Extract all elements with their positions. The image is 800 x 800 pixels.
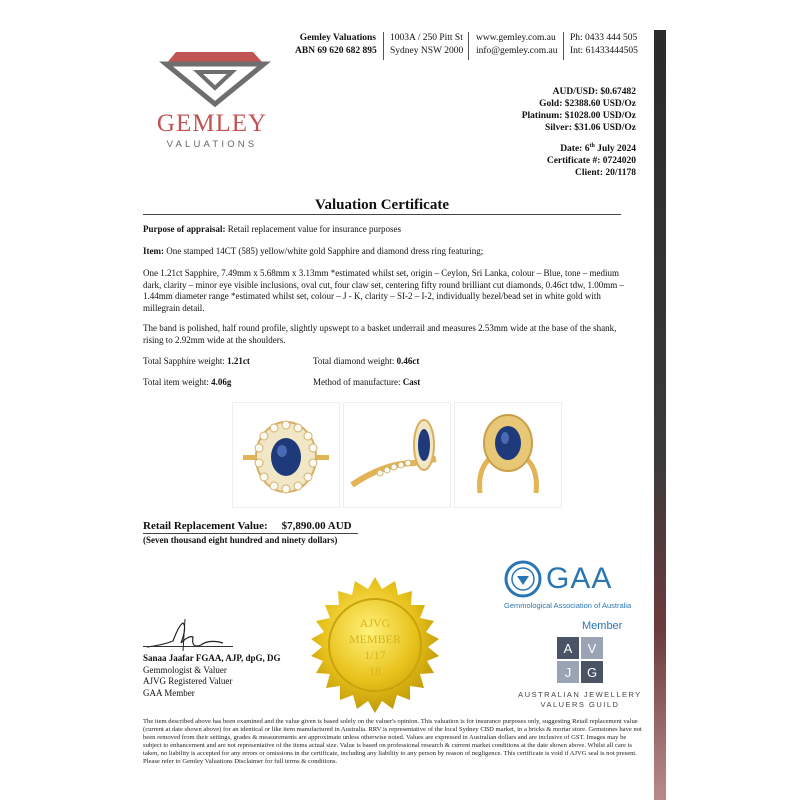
ring-back-photo (454, 402, 562, 508)
signatory-role: Gemmologist & Valuer (143, 664, 227, 675)
ajvg-name: AUSTRALIAN JEWELLERY VALUERS GUILD (518, 690, 642, 709)
member-label: Member (582, 620, 623, 632)
seal-text: AJVG (359, 616, 391, 630)
ajvg-letter: A (563, 641, 573, 656)
date: Date: 6th July 2024 (560, 143, 636, 155)
retail-replacement-value: Retail Replacement Value: $7,890.00 AUD (143, 520, 352, 532)
aud-usd-rate: AUD/USD: $0.67482 (552, 87, 636, 97)
phone-block (570, 32, 638, 58)
ajvg-letter: J (564, 665, 572, 680)
certificate-meta (547, 140, 636, 179)
disclaimer: The item described above has been examined and the value given is based solely on the valuer's opinion. This valuation is for insurance purposes only, suggesting Retail replacement value (current at date shown above) for an identical or like item manufactured in Australia. RRV is representative of the local Sydney CBD market, in a bricks & mortar store. Gemstones have not been removed from their settings, grades & measurements are approximate unless otherwise noted. Values are expressed in Australian dollars and are inclusive of GST. Images may be subject to enhancement and are not representative of the items actual size. Value is based on professional research & current market conditions at the date shown above. Whilst all care is taken, no liability is accepted for any errors or omissions in the certificate, including any liability to any person by reason of negligence. This certificate is void if AJVG seal is not present. Please refer to Gemley Valuations Disclaimer for full terms & conditions. (143, 718, 642, 765)
metal-rates (522, 86, 636, 134)
address-line2: Sydney NSW 2000 (390, 46, 464, 56)
brand-subtitle: VALUATIONS (166, 139, 258, 150)
ajvg-logo-icon (556, 636, 604, 684)
manufacture-method: Method of manufacture: Cast (313, 377, 421, 387)
purpose-line: Purpose of appraisal: Retail replacement value for insurance purposes (143, 224, 401, 234)
ajvg-gold-seal-icon (300, 575, 450, 725)
signature-line (143, 646, 233, 647)
client-number: Client: 20/1178 (575, 168, 636, 179)
ajvg-letter: V (587, 641, 597, 656)
gaa-logo-text: GAA (546, 562, 613, 595)
signature-icon (143, 615, 233, 655)
company-name: Gemley Valuations (299, 33, 376, 43)
item-weight: Total item weight: 4.06g (143, 377, 232, 387)
page-title: Valuation Certificate (314, 197, 449, 213)
address-line1: 1003A / 250 Pitt St (390, 33, 463, 43)
seal-text: 18 (369, 664, 381, 678)
title-rule (143, 214, 621, 215)
value-in-words: (Seven thousand eight hundred and ninety dollars) (143, 535, 338, 545)
item-description: One 1.21ct Sapphire, 7.49mm x 5.68mm x 3.13mm *estimated whilst set, origin – Ceylon, Sri Lanka, colour – Blue, tone – medium dark, clarity – minor eye visible inclusions, oval cut, four claw set, centering fifty round brilliant cut diamonds, 0.46ct tdw, 1.00mm – 1.44mm diameter range *estimated whilst set, colour – J - K, clarity – SI-2 – I-2, individually bezel/bead set in white gold with millegrain detail. (143, 268, 625, 313)
seal-text: 1/17 (364, 648, 386, 662)
rrv-underline (143, 533, 358, 534)
certificate-number: Certificate #: 0724020 (546, 156, 636, 167)
signatory (143, 653, 281, 699)
web-block (476, 32, 557, 58)
signatory-name: Sanaa Jaafar FGAA, AJP, dpG, DG (143, 653, 281, 663)
ajvg-letter: G (586, 665, 598, 680)
divider (383, 32, 384, 60)
diamond-weight: Total diamond weight: 0.46ct (313, 356, 420, 366)
signatory-role: GAA Member (143, 687, 195, 698)
ring-side-photo (343, 402, 451, 508)
gaa-subtitle: Gemmological Association of Australia (504, 601, 632, 610)
company-block (295, 32, 376, 58)
seal-text: MEMBER (348, 632, 402, 646)
item-line: Item: One stamped 14CT (585) yellow/white gold Sapphire and diamond dress ring featuring; (143, 246, 484, 256)
ring-front-photo (232, 402, 340, 508)
website-link[interactable]: www.gemley.com.au (476, 33, 556, 43)
signatory-role: AJVG Registered Valuer (143, 676, 233, 686)
intl-number: Int: 61433444505 (570, 46, 638, 56)
sapphire-weight: Total Sapphire weight: 1.21ct (143, 356, 250, 366)
silver-rate: Silver: $31.06 USD/Oz (544, 123, 636, 133)
decorative-side-bar (654, 30, 666, 800)
address-block (390, 32, 463, 58)
gold-rate: Gold: $2388.60 USD/Oz (539, 99, 636, 109)
abn: ABN 69 620 682 895 (295, 46, 377, 56)
divider (468, 32, 469, 60)
brand-name: GEMLEY (156, 110, 268, 137)
phone-number: Ph: 0433 444 505 (570, 33, 638, 43)
platinum-rate: Platinum: $1028.00 USD/Oz (521, 111, 636, 121)
email-link[interactable]: info@gemley.com.au (476, 46, 558, 56)
band-description: The band is polished, half round profile, slightly upswept to a basket underrail and measures 2.53mm wide at the base of the shank, rising to 2.92mm wide at the shoulders. (143, 323, 617, 345)
gaa-emblem-icon (504, 560, 542, 598)
divider (563, 32, 564, 60)
